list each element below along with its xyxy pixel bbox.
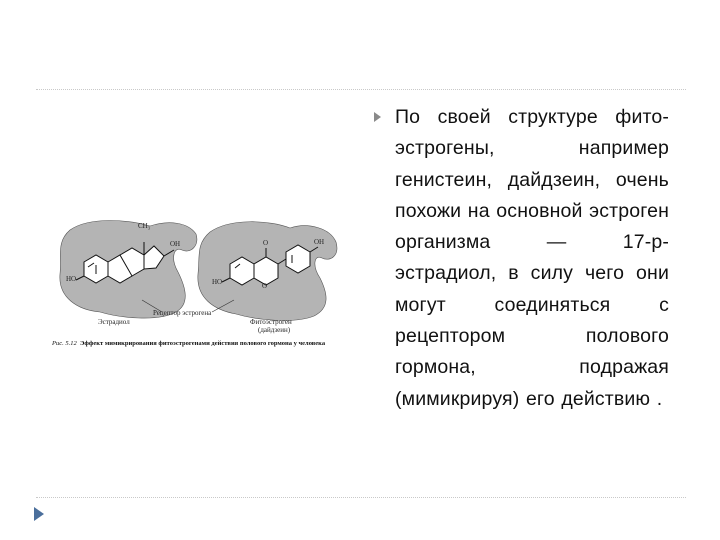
bullet-text: По своей структуре фито-эстрогены, например генистеин, дайдзеин, очень похожи на основной эстроген организма — 17-р-эстрадиол, в силу чего они могут соединяться с рецептором полового гормона, подражая (мимикрируя) его действию . xyxy=(395,106,669,410)
bullet-arrow-icon xyxy=(374,112,381,122)
bullet-item xyxy=(372,102,682,415)
bottom-divider xyxy=(36,497,686,498)
label-ho-left: HO xyxy=(66,275,77,283)
top-divider xyxy=(36,89,686,90)
label-daidzein: (дайдзеин) xyxy=(258,326,291,334)
next-slide-arrow-icon[interactable] xyxy=(34,507,44,521)
receptor-illustration xyxy=(50,212,350,342)
label-receptor: Рецептор эстрогена xyxy=(153,309,212,317)
label-oh-right: OH xyxy=(314,238,325,246)
label-oh-left: OH xyxy=(170,240,181,248)
label-estradiol: Эстрадиол xyxy=(98,318,130,326)
label-ho-right: HO xyxy=(212,278,223,286)
figure-caption xyxy=(52,340,342,349)
label-ch3: CH₃ xyxy=(138,222,151,230)
label-ring-o: O xyxy=(262,282,268,290)
label-phytoestrogen: Фитоэстроген xyxy=(250,318,292,326)
figure-caption-text: Эффект мимикрирования фитоэстрогенами действия полового гормона у человека xyxy=(79,340,326,347)
figure-caption-number: Рис. 5.12 xyxy=(52,340,77,347)
label-carbonyl-o: O xyxy=(263,239,269,247)
